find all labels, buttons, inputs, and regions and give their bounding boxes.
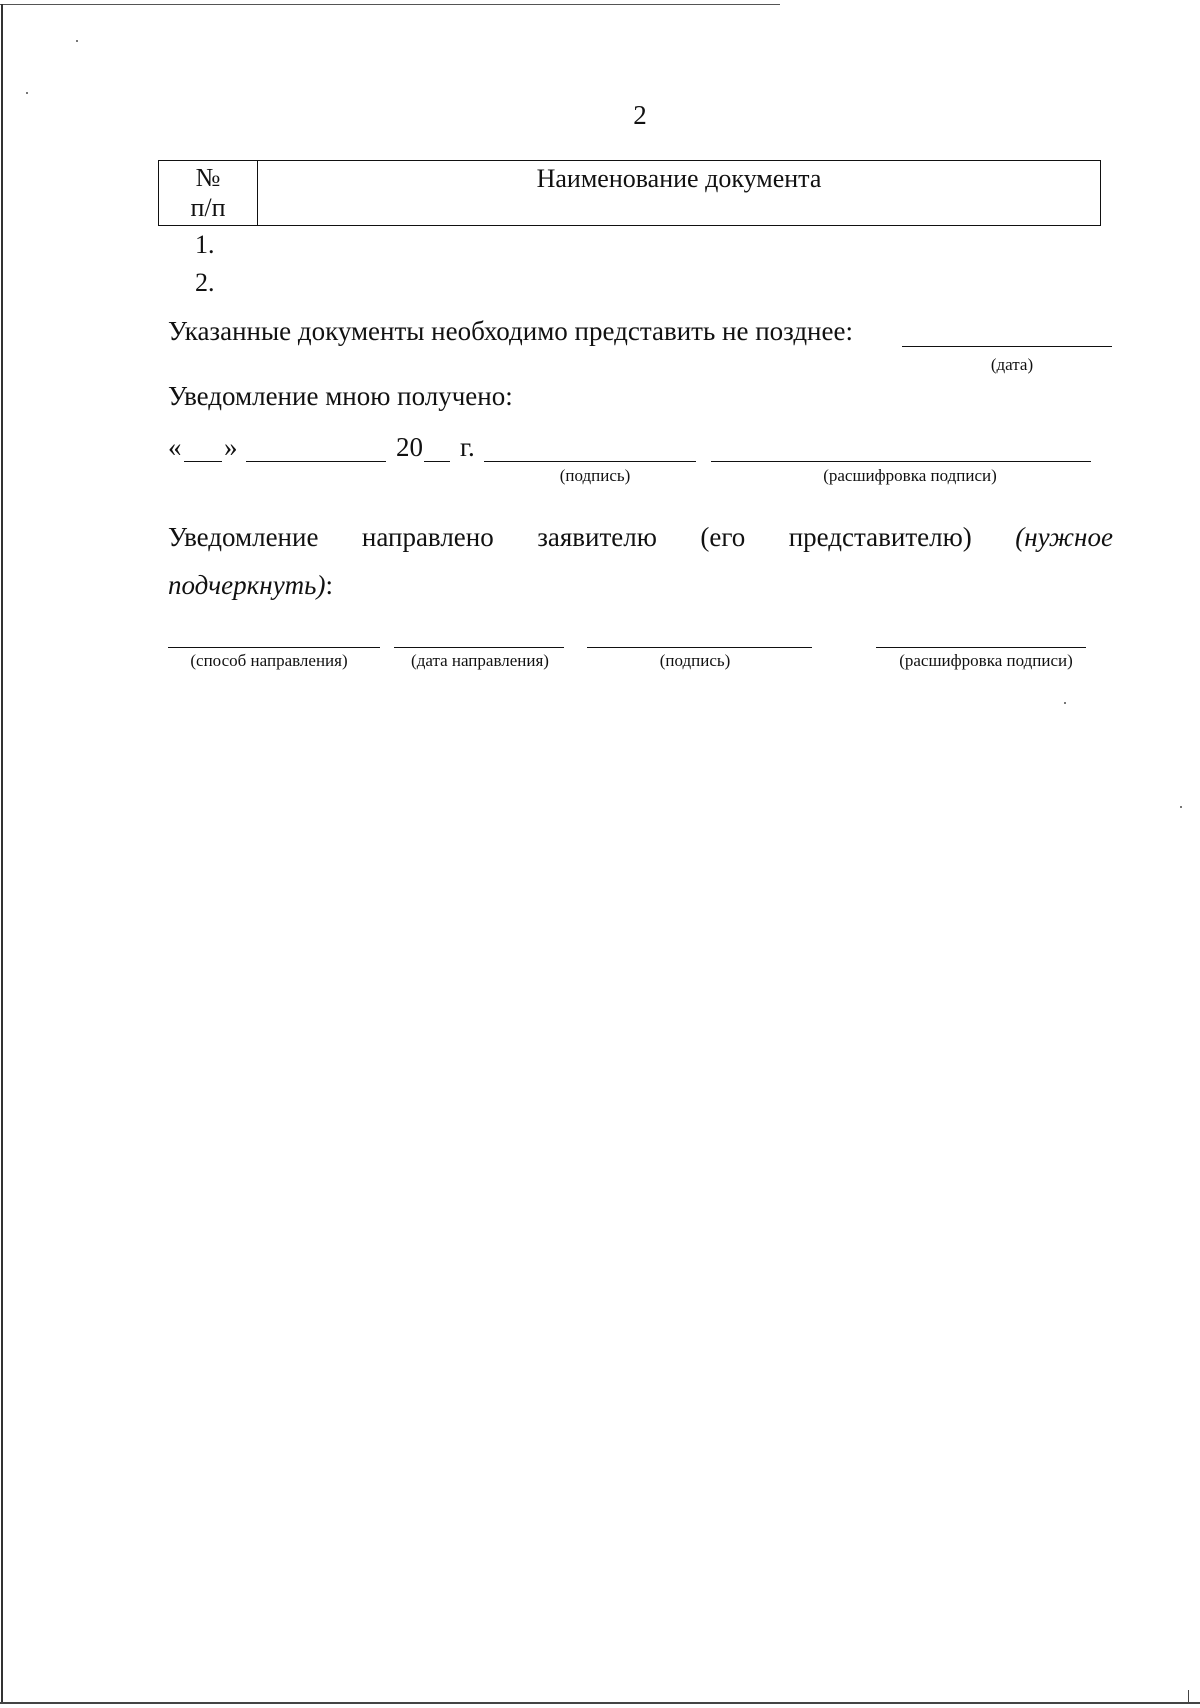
- scan-edge-top: [0, 4, 780, 5]
- sent-word: (его: [700, 522, 746, 552]
- method-blank[interactable]: [168, 647, 380, 648]
- scan-speck: [26, 92, 28, 94]
- scan-speck: [1064, 702, 1066, 704]
- quote-close: »: [224, 432, 238, 462]
- sent-signature-blank[interactable]: [587, 647, 812, 648]
- list-item-number: 2.: [195, 268, 215, 297]
- row-index-label: п/п: [190, 193, 226, 222]
- year-prefix: 20: [396, 432, 423, 462]
- sent-signature-caption: (подпись): [659, 651, 731, 670]
- signature-decoding-blank[interactable]: [711, 461, 1091, 462]
- sent-decoding-blank[interactable]: [876, 647, 1086, 648]
- sent-text-line: [168, 522, 1113, 553]
- scan-edge-bottom: [0, 1702, 1200, 1704]
- scan-speck: [76, 40, 78, 42]
- sent-text-line-2: [168, 570, 333, 601]
- method-caption: (способ направления): [190, 651, 348, 670]
- scan-edge-left: [1, 4, 3, 1704]
- list-item-number: 1.: [195, 230, 215, 259]
- day-blank[interactable]: [184, 461, 222, 462]
- sent-word-italic: (нужное: [1015, 522, 1113, 552]
- table-header-number: [159, 161, 258, 226]
- deadline-date-caption: (дата): [990, 355, 1034, 374]
- sent-date-blank[interactable]: [394, 647, 564, 648]
- sent-decoding-caption: (расшифровка подписи): [899, 651, 1073, 670]
- year-blank[interactable]: [424, 461, 450, 462]
- scan-edge-right: [1188, 1690, 1189, 1704]
- sent-word: заявителю: [537, 522, 657, 552]
- signature-caption: (подпись): [559, 466, 631, 485]
- table-header-document-name: Наименование документа: [258, 161, 1101, 226]
- sent-italic-note: подчеркнуть): [168, 570, 326, 600]
- sent-word: представителю): [788, 522, 972, 552]
- quote-open: «: [168, 432, 182, 462]
- deadline-text: Указанные документы необходимо представить не позднее:: [168, 316, 853, 346]
- documents-table: [158, 160, 1101, 226]
- signature-decoding-caption: (расшифровка подписи): [823, 466, 997, 485]
- sent-colon: :: [325, 570, 333, 600]
- sent-word: Уведомление: [168, 522, 319, 552]
- sent-date-caption: (дата направления): [411, 651, 549, 670]
- signature-blank[interactable]: [484, 461, 696, 462]
- table-header-row: [159, 161, 1101, 226]
- scan-speck: [1180, 806, 1182, 808]
- received-text: Уведомление мною получено:: [168, 381, 513, 411]
- sent-word: направлено: [361, 522, 494, 552]
- deadline-date-blank[interactable]: [902, 346, 1112, 347]
- month-blank[interactable]: [246, 461, 386, 462]
- year-suffix: г.: [460, 432, 475, 462]
- page-number: 2: [633, 100, 647, 130]
- number-sign: №: [195, 163, 221, 192]
